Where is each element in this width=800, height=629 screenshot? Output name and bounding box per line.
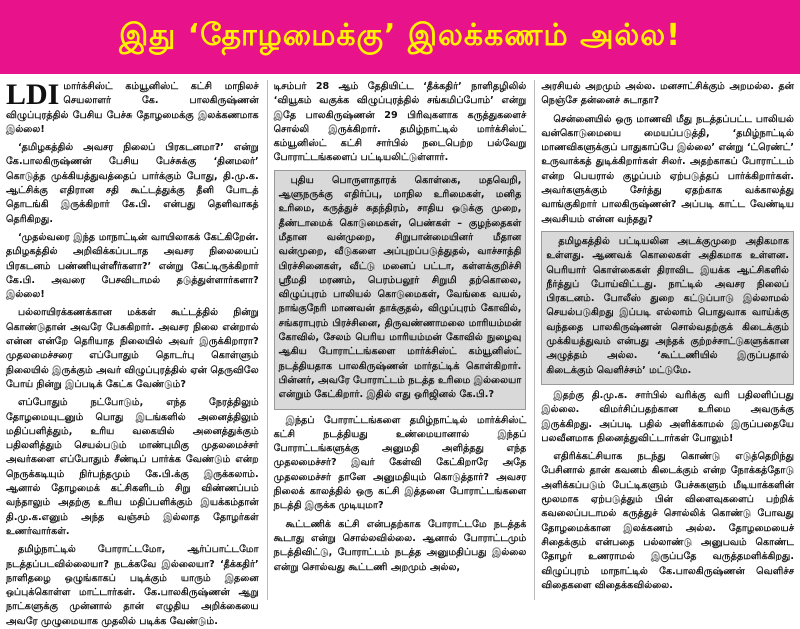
article-body — [6, 78, 795, 627]
paragraph — [6, 80, 259, 137]
headline-banner — [0, 0, 800, 74]
column-3 — [534, 80, 794, 600]
drop-cap-logo: LDI — [6, 78, 60, 111]
paragraph: ‘தமிழகத்தில் அவசர நிலைப் பிரகடனமா?’ என்று கே.பாலகிருஷ்ணன் பேசிய பேச்சுக்கு ‘தினமலர்’ கொடுத்த முக்கியத்துவத்தைப் பார்க்கும் போது, தி.மு.க. ஆட்சிக்கு எதிரான சதி கூட்டத்துக்கு தீனி போடத் தொடங்கி இருக்கிறார் கே.பி. என்பது தெளிவாகத் தெரிகிறது. — [6, 142, 259, 225]
paragraph-text: மார்க்சிஸ்ட் கம்யூனிஸ்ட் கட்சி மாநிலச் செயலாளர் கே. பாலகிருஷ்ணன் விழுப்புரத்தில் பேசிய பேச்சு தோழமைக்கு இலக்கணமாக இல்லை! — [6, 81, 259, 135]
highlight-box — [274, 170, 527, 410]
paragraph: தமிழகத்தில் பட்டியலின அடக்குமுறை அதிகமாக உள்ளது. ஆணவக் கொலைகள் அதிகமாக உள்ளன. பெரியார் கொள்கைகள் திராவிட இயக்க ஆட்சிகளில் நீர்த்துப் போய்விட்டது. நாட்டில் அவசர நிலைப் பிரகடனம். போலீஸ் துறை கட்டுப்பாடு இல்லாமல் செயல்படுகிறது இப்படி எல்லாம் பொதுவாக வாய்க்கு வந்ததை பாலகிருஷ்ணன் சொல்வதற்குக் கிடைக்கும் முக்கியத்துவம் என்பது அந்தக் குற்றச்சாட்டுகளுக்கான அழுத்தம் அல்ல. ‘கூட்டணியில் இருப்பதால் கிடைக்கும் வெளிச்சம்’ மட்டுமே. — [546, 235, 790, 376]
paragraph: ‘முதல்வரை இந்த மாநாட்டின் வாயிலாகக் கேட்கிறேன். தமிழகத்தில் அறிவிக்கப்படாத அவசர நிலையைப் பிரகடனம் பண்ணியுள்ளீர்களா?’ என்று கேட்டிருக்கிறார் கே.பி. அவரை பேசவிடாமல் தடுத்துள்ளார்களா? இல்லை! — [6, 231, 259, 301]
paragraph: டிசம்பர் 28 ஆம் தேதியிட்ட ‘தீக்கதிர்’ நாளிதழிலில் ‘வியூகம் வகுக்க விழுப்புரத்தில் சங்கமிப்போம்’ என்று இதே பாலகிருஷ்ணன் 29 பிரிவுகளாக கருத்துகளைச் சொல்லி இருக்கிறார். தமிழ்நாட்டில் மார்க்சிஸ்ட் கம்யூனிஸ்ட் கட்சி சார்பில் நடைபெற்ற பல்வேறு போராட்டங்களைப் பட்டியலிட்டுள்ளார். — [273, 81, 527, 164]
paragraph: அரசியல் அறமும் அல்ல. மனசாட்சிக்கும் அறமல்ல. தன் நெஞ்சே தன்னைச் சுடாதா? — [541, 81, 795, 107]
column-1 — [6, 78, 259, 627]
paragraph: எதிரிக்கட்சியாக நடந்து கொண்டு எடுத்தெறிந்து பேசினால் தான் கவனம் கிடைக்கும் என்ற நோக்கத்தோடு அளிக்கப்படும் பேட்டிகளும் பேச்சுகளும் மீடியாக்களின் மூலமாக ஏற்படுத்தும் பின் விளைவுகளைப் பற்றிக் கவலைப்படாமல் கருத்துச் சொல்லிக் கொண்டு போவது தோழமைக்கான இலக்கணம் அல்ல. தோழமையைச் சிதைக்கும் என்பதை பல்லாண்டு அனுபவம் கொண்ட தோழர் உணராமல் இருப்பதே வருத்தமளிக்கிறது. விழுப்புரம் மாநாட்டில் கே.பாலகிருஷ்ணன் வெளிச்ச விதைகளை விதைக்கவில்லை. — [541, 451, 795, 591]
paragraph: பல்லாயிரக்கணக்கான மக்கள் கூட்டத்தில் நின்று கொண்டுதான் அவரே பேசுகிறார். அவசர நிலை என்றால் என்ன என்றே தெரியாத நிலையில் அவர் இருக்கிறாரா? முதலமைச்சரை எப்போதும் தொடர்பு கொள்ளும் நிலையில் இருக்கும் அவர் விழுப்புரத்தில் ஏன் தெருவிலே போய் நின்று இப்படிக் கேட்க வேண்டும்? — [6, 307, 259, 390]
paragraph: சென்னையில் ஒரு மாணவி மீது நடத்தப்பட்ட பாலியல் வன்கொடுமையை மையப்படுத்தி, ‘தமிழ்நாட்டில் மாணவிகளுக்குப் பாதுகாப்பே இல்லை’ என்று ‘ட்ரெண்ட்’ உருவாக்கத் துடிக்கிறார்கள் சிலர். அதற்காகப் போராட்டம் என்ற பெயரால் குழப்பம் ஏற்படுத்தப் பார்க்கிறார்கள். அவர்களுக்கும் சேர்த்து ஏதற்காக வக்காலத்து வாங்குகிறார் பாலகிருஷ்ணன்? அப்படி காட்ட வேண்டிய அவசியம் என்ன வந்தது? — [541, 113, 795, 225]
paragraph: எப்போதும் நட்போடும், எந்த நேரத்திலும் தோழமையுடனும் பொது இடங்களில் அனைத்திலும் மதிப்பளித்தும், உரிய வகையில் அனைத்துக்கும் பதிலளித்தும் செயல்படும் மாண்புமிகு முதலமைச்சர் அவர்களை எப்போதும் சீண்டிப் பார்க்க வேண்டும் என்ற நெருக்கடியும் நிர்பந்தமும் கே.பி.க்கு இருக்கலாம். ஆனால் தோழமைக் கட்சிகளிடம் சிறு விண்ணப்பம் வந்தாலும் அதற்கு உரிய மதிப்பளிக்கும் இயக்கம்தான் தி.மு.க.எனும் அந்த வஞ்சம் இல்லாத தோழர்கள் உணர்வார்கள். — [6, 397, 259, 537]
paragraph: கூட்டணிக் கட்சி என்பதற்காக போராட்டமே நடத்தக் கூடாது என்று சொல்லவில்லை. ஆனால் போராட்டமும் நடத்திவிட்டு, போராட்டம் நடத்த அனுமதிப்பது இல்லை என்று சொல்வது கூட்டணி அறமும் அல்ல, — [273, 518, 527, 573]
highlight-box — [541, 231, 794, 385]
paragraph: தமிழ்நாட்டில் போராட்டமோ, ஆர்ப்பாட்டமோ நடத்தப்படவில்லையா? நடக்கவே இல்லையா? ‘தீக்கதிர்’ நாளிதழை ஒழுங்காகப் படிக்கும் யாரும் இதனை ஒப்புக்கொள்ள மாட்டார்கள். கே.பாலகிருஷ்ணன் ஆறு நாட்களுக்கு முன்னால் தான் எழுதிய அறிக்கையை அவரே முழுமையாக முதலில் படிக்க வேண்டும். — [6, 544, 259, 627]
paragraph: இதற்கு தி.மு.க. சார்பில் வரிக்கு வரி பதிலளிப்பது இல்லை. விமர்சிப்பதற்கான உரிமை அவருக்கு இருக்கிறது. அப்படி பதில் அளிக்காமல் இருப்பதையே பலவீனமாக நினைத்துவிட்டார்கள் போலும்! — [541, 389, 795, 444]
headline: இது ‘தோழமைக்கு’ இலக்கணம் அல்ல! — [119, 17, 681, 53]
paragraph: புதிய பொருளாதாரக் கொள்கை, மதவெறி, ஆளுநருக்கு எதிர்ப்பு, மாநில உரிமைகள், மனித உரிமை, கருத்துச் சுதந்திரம், சாதிய ஒடுக்கு முறை, தீண்டாமைக் கொடுமைகள், பெண்கள் – குழந்தைகள் மீதான வன்முறை, சிறுபான்மையினர் மீதான வன்முறை, வீடுகளை அப்புறப்படுத்துதல், வாச்சாத்தி பிரச்சினைகள், வீட்டு மனைப் பட்டா, கள்ளக்குறிச்சி ஸ்ரீமதி மரணம், பெரம்பலூர் சிறுமி தற்கொலை, விழுப்புரம் பாலியல் கொடுமைகள், வேங்கை வயல், நாங்குநேரி மாணவன் தாக்குதல், விழுப்புரம் கோவில், சங்கராபுரம் பிரச்சினை, திருவண்ணாமலை மாரியம்மன் கோவில், சேலம் பெரிய மாரியம்மன் கோவில் நுழைவு ஆகிய போராட்டங்களை மார்க்சிஸ்ட் கம்யூனிஸ்ட் நடத்தியதாக பாலகிருஷ்ணன் மார்தட்டிக் கொள்கிறார். பின்னர், அவரே போராட்டம் நடத்த உரிமை இல்லையா என்றும் கேட்கிறார். இதில் எது ஒரிஜினல் கே.பி.? — [278, 174, 522, 401]
column-2 — [267, 80, 527, 600]
paragraph: இந்தப் போராட்டங்களை தமிழ்நாட்டில் மார்க்சிஸ்ட் கட்சி நடத்தியது உண்மையானால் இந்தப் போராட்டங்களுக்கு அனுமதி அளித்தது எந்த முதலமைச்சர்? இவர் கேள்வி கேட்கிறாரே அதே முதலமைச்சர் தானே அனுமதியும் கொடுத்தார்? அவசர நிலைக் காலத்தில் ஒரு கட்சி இத்தனை போராட்டங்களை நடத்தி இருக்க முடியுமா? — [273, 414, 527, 512]
